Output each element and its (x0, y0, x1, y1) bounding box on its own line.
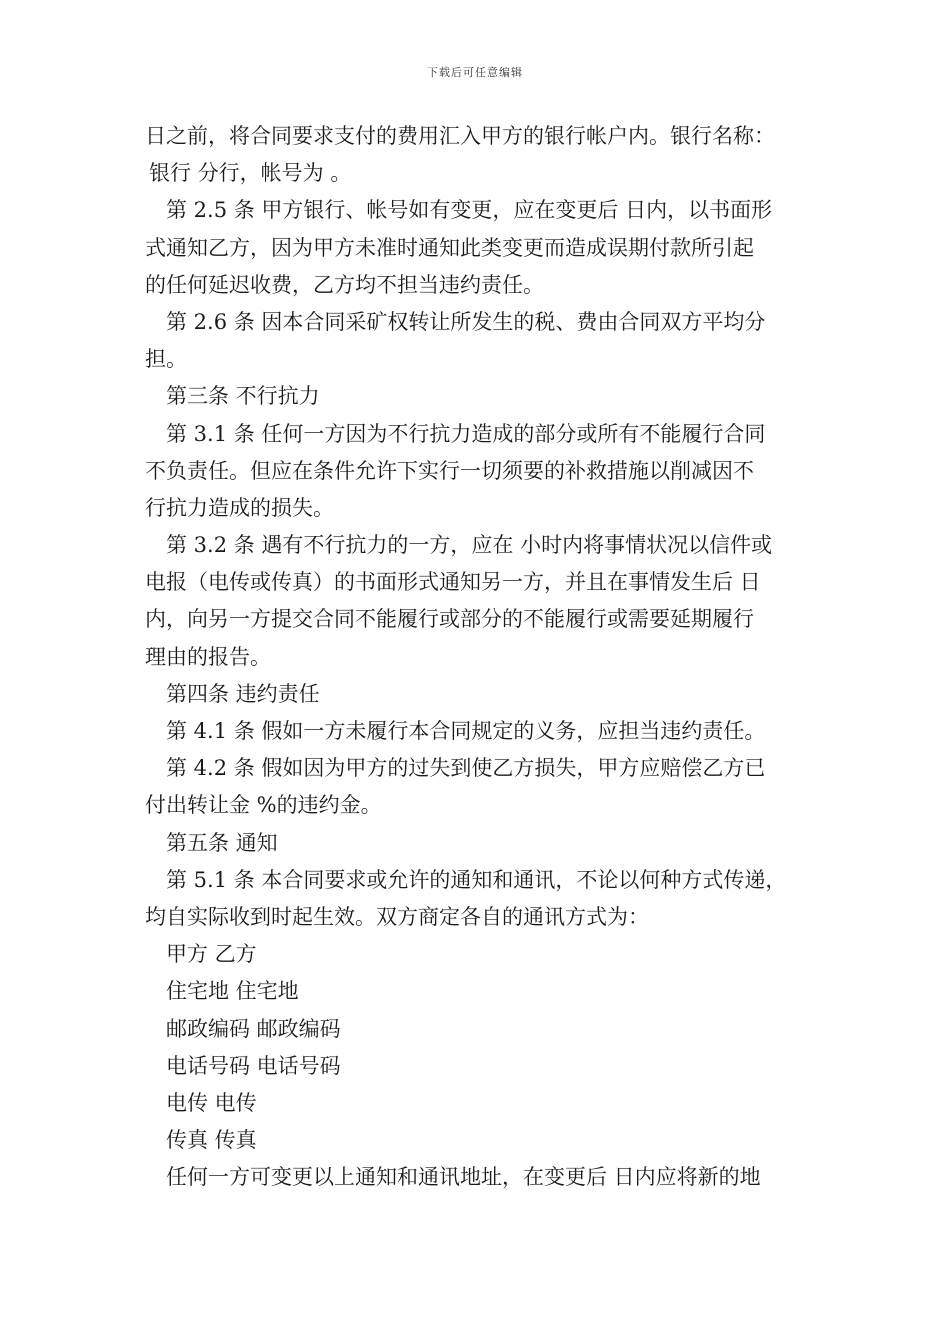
document-body (145, 118, 810, 1196)
section-heading: 第四条 违约责任 (166, 681, 320, 706)
text-line: 担。 (145, 347, 187, 372)
contact-field-line: 传真 传真 (166, 1128, 257, 1153)
text-line: 不负责任。但应在条件允许下实行一切须要的补救措施以削减因不 (145, 458, 754, 483)
section-heading: 第五条 通知 (166, 830, 278, 855)
contact-field-line: 电话号码 电话号码 (166, 1053, 341, 1078)
text-line: 第 2.6 条 因本合同采矿权转让所发生的税、费由合同双方平均分 (166, 309, 766, 334)
text-line: 日之前，将合同要求支付的费用汇入甲方的银行帐户内。银行名称： (145, 124, 775, 148)
text-line: 式通知乙方，因为甲方未准时通知此类变更而造成误期付款所引起 (145, 235, 754, 260)
text-line: 内，向另一方提交合同不能履行或部分的不能履行或需要延期履行 (145, 607, 754, 632)
contact-field-line: 甲方 乙方 (166, 942, 257, 967)
text-line: 理由的报告。 (145, 644, 271, 669)
text-line: 第 3.2 条 遇有不行抗力的一方，应在 小时内将事情状况以信件或 (166, 533, 773, 558)
text-line: 均自实际收到时起生效。双方商定各自的通讯方式为： (145, 904, 649, 929)
text-line: 付出转让金 %的违约金。 (145, 793, 382, 818)
contact-field-line: 电传 电传 (166, 1090, 257, 1115)
text-line: 银行 分行，帐号为 。 (149, 161, 352, 186)
page-header: 下载后可任意编辑 (427, 66, 523, 79)
text-line: 行抗力造成的损失。 (145, 495, 334, 520)
text-line: 第 3.1 条 任何一方因为不行抗力造成的部分或所有不能履行合同 (166, 421, 766, 446)
contact-field-line: 住宅地 住宅地 (166, 979, 299, 1004)
text-line: 的任何延迟收费，乙方均不担当违约责任。 (145, 272, 544, 297)
text-line: 电报（电传或传真）的书面形式通知另一方，并且在事情发生后 日 (145, 570, 761, 595)
text-line: 第 4.1 条 假如一方未履行本合同规定的义务，应担当违约责任。 (166, 719, 766, 743)
contact-field-line: 邮政编码 邮政编码 (166, 1016, 341, 1041)
text-line: 第 5.1 条 本合同要求或允许的通知和通讯，不论以何种方式传递， (166, 867, 787, 892)
section-heading: 第三条 不行抗力 (166, 384, 320, 409)
text-line: 第 2.5 条 甲方银行、帐号如有变更，应在变更后 日内，以书面形 (166, 198, 773, 223)
text-line: 第 4.2 条 假如因为甲方的过失到使乙方损失，甲方应赔偿乙方已 (166, 756, 766, 781)
text-line: 任何一方可变更以上通知和通讯地址，在变更后 日内应将新的地 (166, 1165, 761, 1190)
